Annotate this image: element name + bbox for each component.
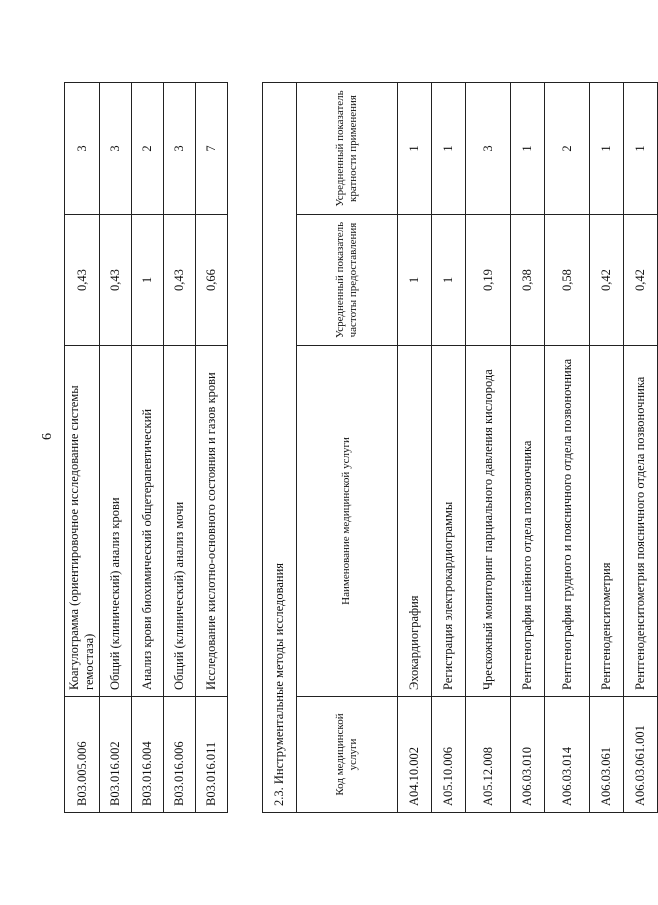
frequency-value: 0,42 [624, 215, 658, 346]
instrumental-methods-table [262, 82, 658, 813]
service-code: A06.03.014 [545, 697, 590, 813]
table-row [590, 82, 624, 812]
column-header-code: Код медицинской услуги [297, 697, 398, 813]
service-name: Общий (клинический) анализ крови [100, 346, 132, 697]
table-row [164, 83, 196, 813]
column-header-multiplicity: Усредненный показатель кратности применения [297, 82, 398, 214]
multiplicity-value: 2 [545, 82, 590, 214]
multiplicity-value: 1 [398, 82, 432, 214]
multiplicity-value: 3 [466, 82, 511, 214]
service-code: A06.03.010 [511, 697, 545, 813]
table-row [466, 82, 511, 812]
service-code: A05.10.006 [432, 697, 466, 813]
service-name: Чрескожный мониторинг парциального давления кислорода [466, 346, 511, 697]
section-title: 2.3. Инструментальные методы исследования [263, 82, 297, 812]
frequency-value: 1 [398, 215, 432, 346]
service-name: Исследование кислотно-основного состояния и газов крови [196, 346, 228, 697]
service-code: B03.016.002 [100, 697, 132, 813]
service-code: B03.016.006 [164, 697, 196, 813]
header-row [297, 82, 398, 812]
frequency-value: 0,66 [196, 215, 228, 346]
multiplicity-value: 3 [65, 83, 100, 215]
table-row [624, 82, 658, 812]
multiplicity-value: 7 [196, 83, 228, 215]
service-code: A06.03.061 [590, 697, 624, 813]
frequency-value: 1 [132, 215, 164, 346]
table-row [196, 83, 228, 813]
table-row [511, 82, 545, 812]
service-code: A06.03.061.001 [624, 697, 658, 813]
multiplicity-value: 3 [164, 83, 196, 215]
service-name: Общий (клинический) анализ мочи [164, 346, 196, 697]
service-name: Эхокардиография [398, 346, 432, 697]
frequency-value: 0,43 [100, 215, 132, 346]
table-row [100, 83, 132, 813]
table-row [65, 83, 100, 813]
multiplicity-value: 1 [432, 82, 466, 214]
frequency-value: 0,38 [511, 215, 545, 346]
service-name: Рентгеноденситометрия [590, 346, 624, 697]
column-header-frequency: Усредненный показатель частоты предоставления [297, 215, 398, 346]
service-name: Рентгеноденситометрия поясничного отдела позвоночника [624, 346, 658, 697]
multiplicity-value: 1 [590, 82, 624, 214]
table-row [432, 82, 466, 812]
frequency-value: 0,42 [590, 215, 624, 346]
multiplicity-value: 1 [624, 82, 658, 214]
table-row [545, 82, 590, 812]
column-header-name: Наименование медицинской услуги [297, 346, 398, 697]
frequency-value: 0,43 [65, 215, 100, 346]
service-name: Анализ крови биохимический общетерапевтический [132, 346, 164, 697]
service-code: B03.005.006 [65, 697, 100, 813]
section-title-row [263, 82, 297, 812]
service-code: A04.10.002 [398, 697, 432, 813]
service-name: Рентгенография грудного и поясничного отдела позвоночника [545, 346, 590, 697]
multiplicity-value: 2 [132, 83, 164, 215]
table-row [132, 83, 164, 813]
service-code: B03.016.004 [132, 697, 164, 813]
multiplicity-value: 1 [511, 82, 545, 214]
page-number: 6 [40, 433, 55, 440]
frequency-value: 0,58 [545, 215, 590, 346]
multiplicity-value: 3 [100, 83, 132, 215]
service-code: A05.12.008 [466, 697, 511, 813]
service-code: B03.016.011 [196, 697, 228, 813]
frequency-value: 0,43 [164, 215, 196, 346]
service-name: Коагулограмма (ориентировочное исследование системы гемостаза) [65, 346, 100, 697]
lab-services-table [64, 82, 228, 813]
frequency-value: 0,19 [466, 215, 511, 346]
frequency-value: 1 [432, 215, 466, 346]
service-name: Регистрация электрокардиограммы [432, 346, 466, 697]
service-name: Рентгенография шейного отдела позвоночника [511, 346, 545, 697]
table-row [398, 82, 432, 812]
